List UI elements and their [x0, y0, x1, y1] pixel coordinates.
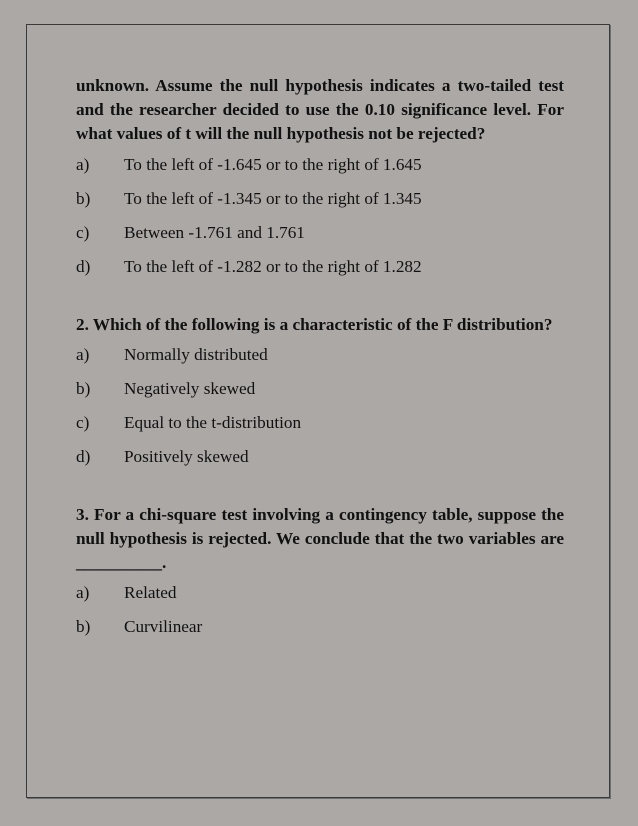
question-text: unknown. Assume the null hypothesis indicates a two-tailed test and the researcher decided to use the 0.10 significance level. For what values of t will the null hypothesis not be rejected?: [76, 76, 564, 143]
option-letter: a): [76, 345, 90, 364]
question-text: 2. Which of the following is a characteristic of the F distribution?: [76, 315, 553, 334]
question-block-1: [76, 74, 564, 291]
option-list: [76, 345, 564, 481]
option-letter: a): [76, 583, 90, 602]
option-text: Positively skewed: [124, 447, 249, 466]
option-list: [76, 155, 564, 291]
option-letter: b): [76, 379, 91, 398]
option-text: To the left of -1.282 or to the right of 1.282: [124, 257, 422, 276]
option-a: [76, 155, 564, 189]
option-letter: b): [76, 189, 91, 208]
option-d: [76, 447, 564, 481]
option-text: Curvilinear: [124, 617, 203, 636]
document-content: [76, 74, 564, 651]
question-block-2: [76, 313, 564, 481]
option-text: To the left of -1.345 or to the right of 1.345: [124, 189, 422, 208]
option-a: [76, 583, 564, 617]
option-letter: c): [76, 413, 90, 432]
option-letter: d): [76, 447, 91, 466]
option-text: Between -1.761 and 1.761: [124, 223, 305, 242]
option-c: [76, 413, 564, 447]
option-text: Related: [124, 583, 177, 602]
option-letter: d): [76, 257, 91, 276]
option-text: Equal to the t-distribution: [124, 413, 302, 432]
option-text: Negatively skewed: [124, 379, 256, 398]
option-text: To the left of -1.645 or to the right of 1.645: [124, 155, 422, 174]
option-letter: b): [76, 617, 91, 636]
option-c: [76, 223, 564, 257]
option-text: Normally distributed: [124, 345, 268, 364]
option-list: [76, 583, 564, 651]
question-block-3: [76, 503, 564, 651]
option-b: [76, 379, 564, 413]
option-letter: a): [76, 155, 90, 174]
option-letter: c): [76, 223, 90, 242]
question-text: 3. For a chi-square test involving a contingency table, suppose the null hypothesis is rejected. We conclude that the two variables are __________.: [76, 505, 564, 572]
option-d: [76, 257, 564, 291]
option-b: [76, 617, 564, 651]
option-a: [76, 345, 564, 379]
option-b: [76, 189, 564, 223]
